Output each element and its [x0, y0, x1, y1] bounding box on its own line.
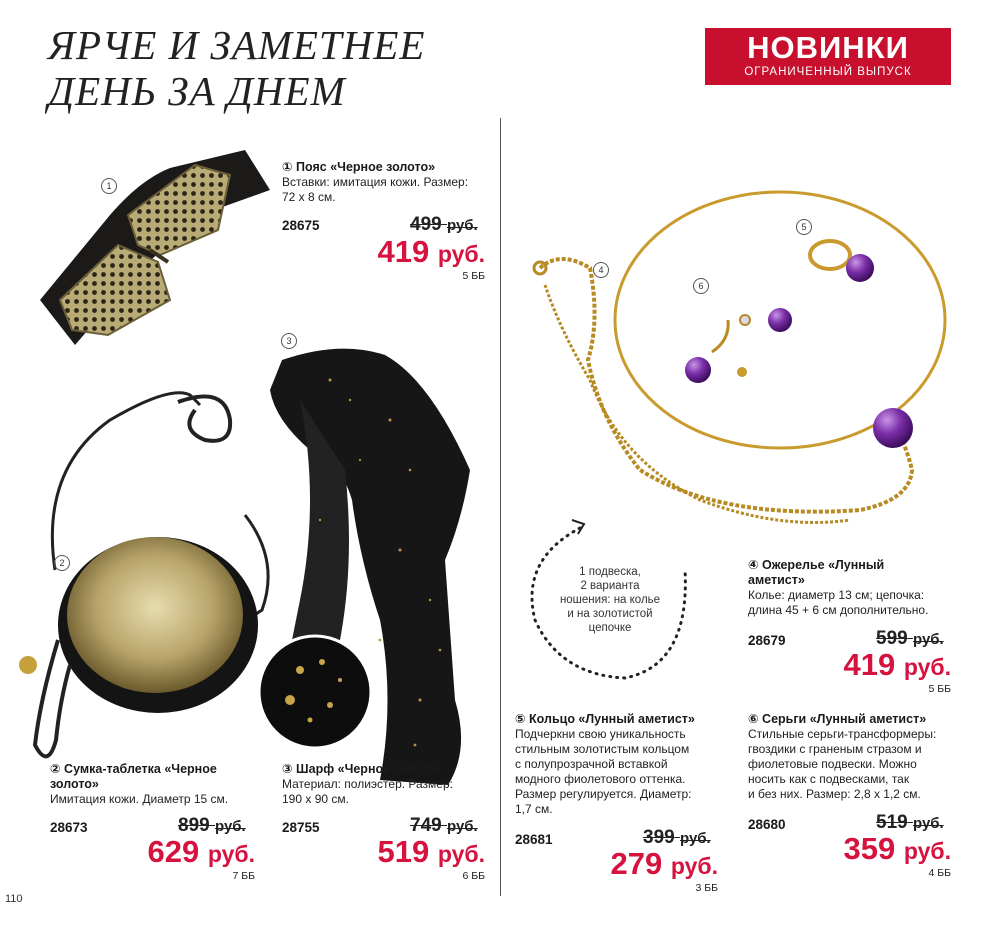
product-desc: Подчеркни свою уникальность: [515, 727, 686, 741]
product-desc: длина 45 + 6 см дополнительно.: [748, 603, 929, 617]
product-code: 28680: [748, 817, 786, 832]
marker-1: 1: [101, 178, 117, 194]
new-price: 279 руб.: [610, 846, 718, 881]
old-price: 749 руб.: [410, 815, 478, 836]
product-bag: [50, 762, 265, 807]
marker-3: 3: [281, 333, 297, 349]
product-desc: 1,7 см.: [515, 802, 553, 816]
product-desc: модного фиолетового оттенка.: [515, 772, 686, 786]
headline-line-1: ЯРЧЕ И ЗАМЕТНЕЕ: [48, 22, 426, 68]
bag-image: [19, 393, 268, 757]
product-title: ② Сумка-таблетка «Черное: [50, 762, 217, 776]
note-line: ношения: на колье: [559, 594, 661, 606]
page-number: 110: [5, 893, 23, 905]
product-desc: 72 х 8 см.: [282, 190, 336, 204]
product-desc: Стильные серьги-трансформеры:: [748, 727, 937, 741]
bonus-points: 5 ББ: [928, 683, 951, 695]
product-code: 28673: [50, 820, 88, 835]
bonus-points: 7 ББ: [232, 870, 255, 882]
bonus-points: 5 ББ: [462, 270, 485, 282]
product-code: 28679: [748, 633, 786, 648]
badge-subtitle: ОГРАНИЧЕННЫЙ ВЫПУСК: [744, 66, 912, 78]
product-desc: и без них. Размер: 2,8 х 1,2 см.: [748, 787, 921, 801]
pendant-note: [550, 565, 670, 635]
old-price: 399 руб.: [643, 827, 711, 848]
product-desc: с полупрозрачной вставкой: [515, 757, 668, 771]
bonus-points: 6 ББ: [462, 870, 485, 882]
jewelry-image: [534, 192, 945, 523]
badge-title: НОВИНКИ: [747, 30, 909, 65]
product-title: аметист»: [748, 573, 805, 587]
product-desc: Материал: полиэстер. Размер:: [282, 777, 453, 791]
marker-5: 5: [796, 219, 812, 235]
product-desc: носить как с подвесками, так: [748, 772, 910, 786]
note-line: и на золотистой: [567, 608, 653, 620]
product-title: ④ Ожерелье «Лунный: [748, 558, 885, 572]
new-price: 419 руб.: [843, 647, 951, 682]
product-desc: фиолетовые подвески. Можно: [748, 757, 917, 771]
note-line: 2 варианта: [580, 580, 640, 592]
product-title: ③ Шарф «Черное золото»: [282, 762, 443, 776]
product-desc: Вставки: имитация кожи. Размер:: [282, 175, 469, 189]
old-price: 599 руб.: [876, 628, 944, 649]
note-line: цепочке: [588, 622, 632, 634]
old-price: 519 руб.: [876, 812, 944, 833]
product-title: ⑥ Серьги «Лунный аметист»: [748, 712, 927, 726]
old-price: 899 руб.: [178, 815, 246, 836]
product-desc: Размер регулируется. Диаметр:: [515, 787, 692, 801]
belt-image: [40, 150, 270, 345]
marker-4: 4: [593, 262, 609, 278]
new-price: 419 руб.: [377, 234, 485, 269]
product-code: 28681: [515, 832, 553, 847]
product-ring: [515, 712, 730, 817]
marker-6: 6: [693, 278, 709, 294]
product-code: 28755: [282, 820, 320, 835]
product-necklace: [748, 558, 968, 618]
old-price: 499 руб.: [410, 214, 478, 235]
new-price: 629 руб.: [147, 834, 255, 869]
product-desc: гвоздики с граненым стразом и: [748, 742, 922, 756]
bonus-points: 4 ББ: [928, 867, 951, 879]
scarf-image: [259, 349, 470, 785]
product-earrings: [748, 712, 968, 802]
product-scarf: [282, 762, 492, 807]
product-belt: [282, 160, 487, 205]
product-code: 28675: [282, 218, 320, 233]
bonus-points: 3 ББ: [695, 882, 718, 894]
marker-2: 2: [54, 555, 70, 571]
product-desc: стильным золотистым кольцом: [515, 742, 690, 756]
product-desc: Имитация кожи. Диаметр 15 см.: [50, 792, 229, 806]
product-title: ⑤ Кольцо «Лунный аметист»: [515, 712, 695, 726]
new-price: 359 руб.: [843, 831, 951, 866]
product-desc: Колье: диаметр 13 см; цепочка:: [748, 588, 925, 602]
product-title: ① Пояс «Черное золото»: [282, 160, 436, 174]
headline-line-2: ДЕНЬ ЗА ДНЕМ: [48, 68, 346, 114]
product-title: золото»: [50, 777, 99, 791]
product-desc: 190 х 90 см.: [282, 792, 349, 806]
note-line: 1 подвеска,: [579, 566, 641, 578]
new-price: 519 руб.: [377, 834, 485, 869]
